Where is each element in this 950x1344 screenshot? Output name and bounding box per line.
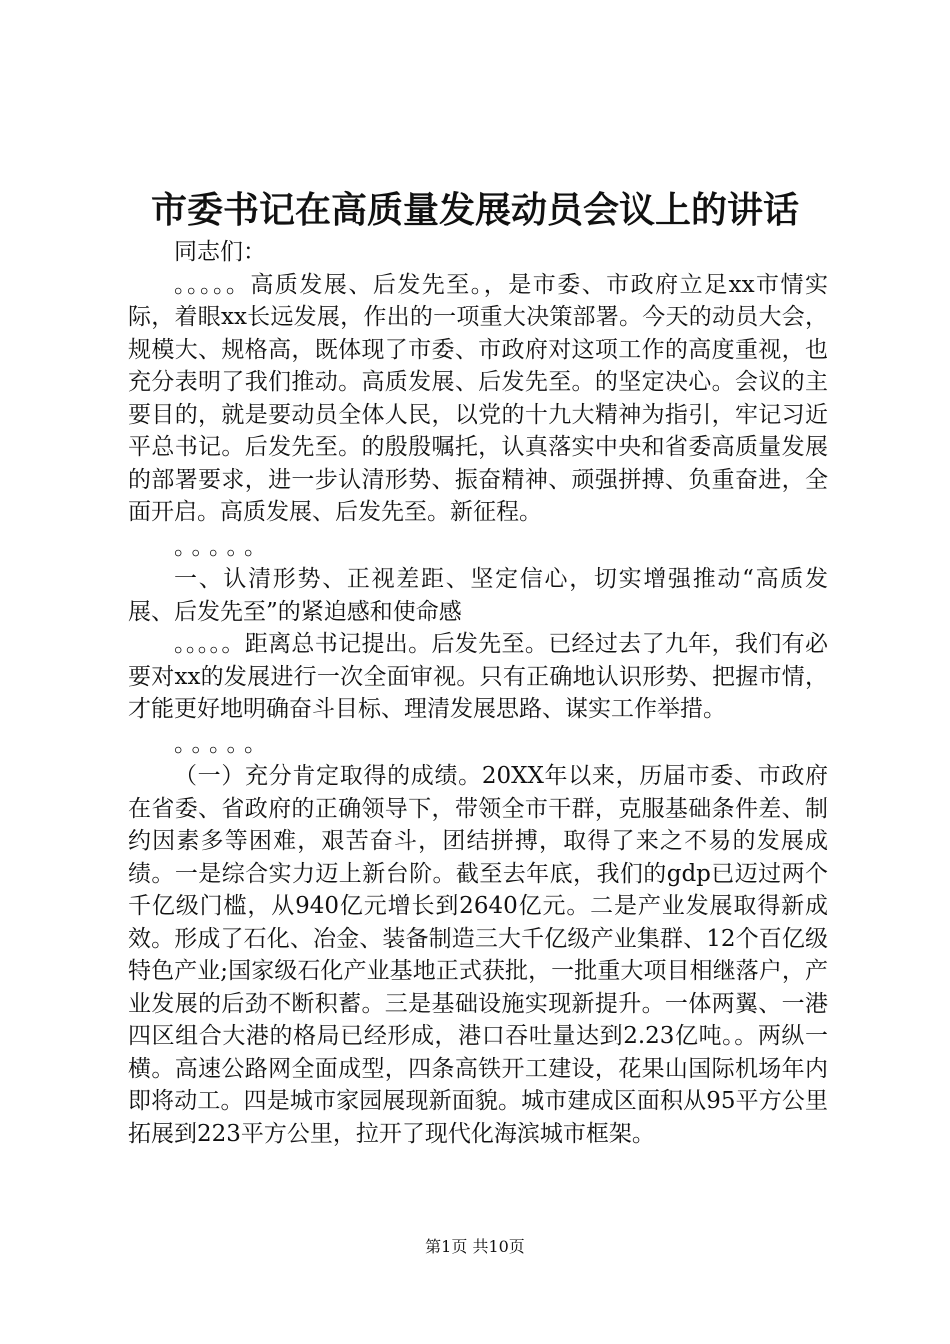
paragraph-review: 。。。。。距离总书记提出。后发先至。已经过去了九年，我们有必要对xx的发展进行一次全面审视。只有正确地认识形势、把握市情，才能更好地明确奋斗目标、理清发展思路、谋实工作举措。: [128, 631, 828, 722]
paragraph-ellipsis: 。。。。。: [174, 730, 273, 757]
paragraph-intro: 。。。。。高质发展、后发先至。，是市委、市政府立足xx市情实际，着眼xx长远发展，作出的一项重大决策部署。今天的动员大会，规模大、规格高，既体现了市委、市政府对这项工作的高度重视，也充分表明了我们推动。高质发展、后发先至。的坚定决心。会议的主要目的，就是要动员全体人民，以党的十九大精神为指引，牢记习近平总书记。后发先至。的殷殷嘱托，认真落实中央和省委高质量发展的部署要求，进一步认清形势、振奋精神、顽强拼搏、负重奋进，全面开启。高质发展、后发先至。新征程。: [128, 271, 828, 525]
document-title: 市委书记在高质量发展动员会议上的讲话: [150, 189, 799, 231]
section-heading-1: 一、认清形势、正视差距、坚定信心，切实增强推动“高质发展、后发先至”的紧迫感和使命感: [128, 566, 828, 625]
salutation: 同志们：: [174, 239, 266, 265]
paragraph-ellipsis: 。。。。。: [174, 533, 273, 560]
document-body: [128, 236, 828, 1150]
page-footer: 第1页 共10页: [425, 1237, 525, 1256]
paragraph-achievements: （一）充分肯定取得的成绩。20XX年以来，历届市委、市政府在省委、省政府的正确领导下，带领全市干群，克服基础条件差、制约因素多等困难，艰苦奋斗，团结拼搏，取得了来之不易的发展成绩。一是综合实力迈上新台阶。截至去年底，我们的gdp已迈过两个千亿级门槛，从940亿元增长到2640亿元。二是产业发展取得新成效。形成了石化、冶金、装备制造三大千亿级产业集群、12个百亿级特色产业;国家级石化产业基地正式获批，一批重大项目相继落户，产业发展的后劲不断积蓄。三是基础设施实现新提升。一体两翼、一港四区组合大港的格局已经形成，港口吞吐量达到2.23亿吨。。两纵一横。高速公路网全面成型，四条高铁开工建设，花果山国际机场年内即将动工。四是城市家园展现新面貌。城市建成区面积从95平方公里拓展到223平方公里，拉开了现代化海滨城市框架。: [128, 763, 828, 1147]
